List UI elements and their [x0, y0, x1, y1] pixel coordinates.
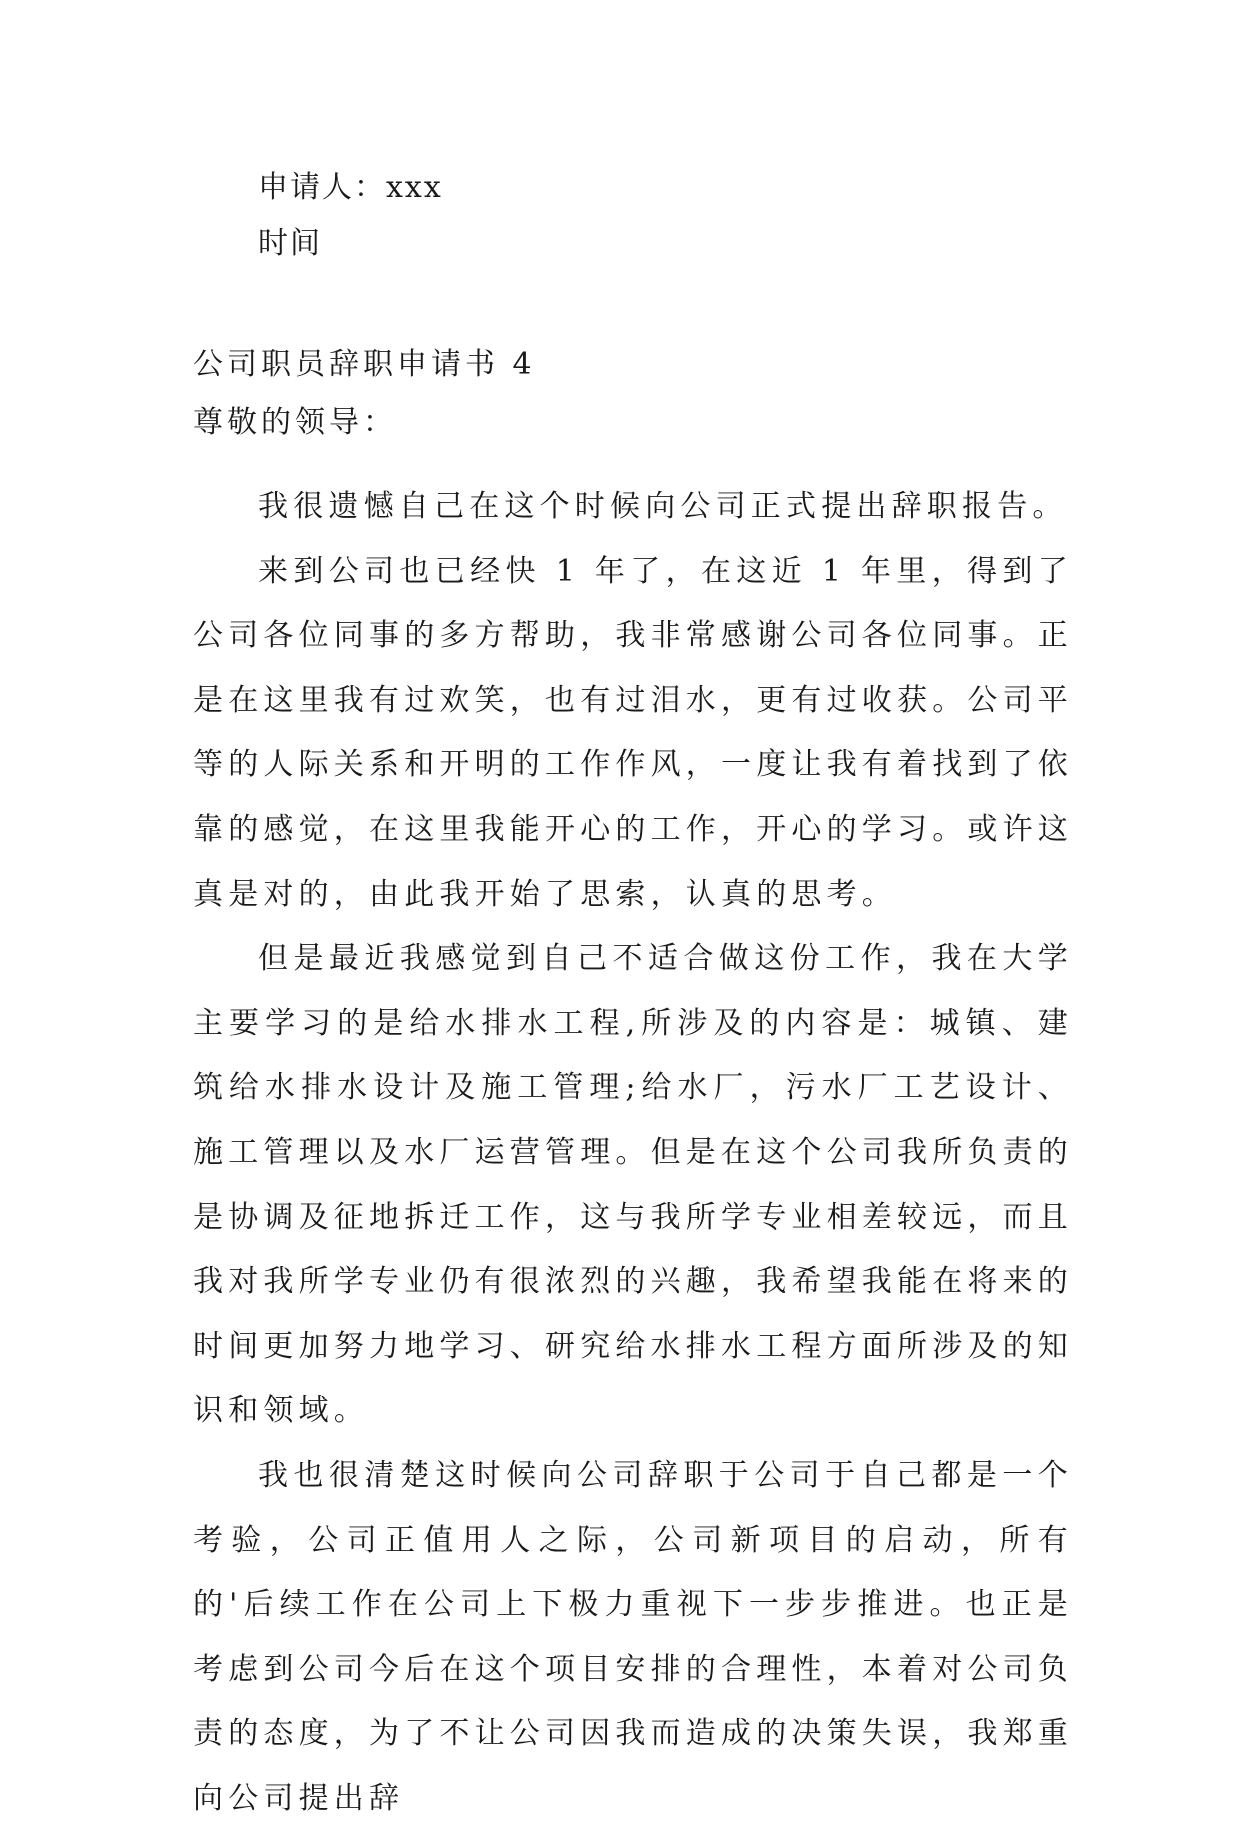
letter-title: 公司职员辞职申请书 4 [193, 347, 536, 382]
paragraph-1: 我很遗憾自己在这个时候向公司正式提出辞职报告。 [258, 489, 1068, 524]
salutation: 尊敬的领导： [193, 405, 397, 440]
letter-body [193, 475, 1073, 1831]
applicant-line: 申请人：xxx [258, 170, 443, 205]
paragraph-4: 我也很清楚这时候向公司辞职于公司于自己都是一个考验，公司正值用人之际，公司新项目的启动，所有的'后续工作在公司上下极力重视下一步步推进。也正是考虑到公司今后在这个项目安排的合理性，本着对公司负责的态度，为了不让公司因我而造成的决策失误，我郑重向公司提出辞 [193, 1457, 1073, 1816]
paragraph-2: 来到公司也已经快 1 年了，在这近 1 年里，得到了公司各位同事的多方帮助，我非常感谢公司各位同事。正是在这里我有过欢笑，也有过泪水，更有过收获。公司平等的人际关系和开明的工作作风，一度让我有着找到了依靠的感觉，在这里我能开心的工作，开心的学习。或许这真是对的，由此我开始了思索，认真的思考。 [193, 553, 1073, 912]
date-label: 时间 [258, 226, 322, 261]
paragraph-3: 但是最近我感觉到自己不适合做这份工作，我在大学主要学习的是给水排水工程,所涉及的内容是：城镇、建筑给水排水设计及施工管理;给水厂，污水厂工艺设计、施工管理以及水厂运营管理。但是在这个公司我所负责的是协调及征地拆迁工作，这与我所学专业相差较远，而且我对我所学专业仍有很浓烈的兴趣，我希望我能在将来的时间更加努力地学习、研究给水排水工程方面所涉及的知识和领域。 [193, 941, 1073, 1429]
